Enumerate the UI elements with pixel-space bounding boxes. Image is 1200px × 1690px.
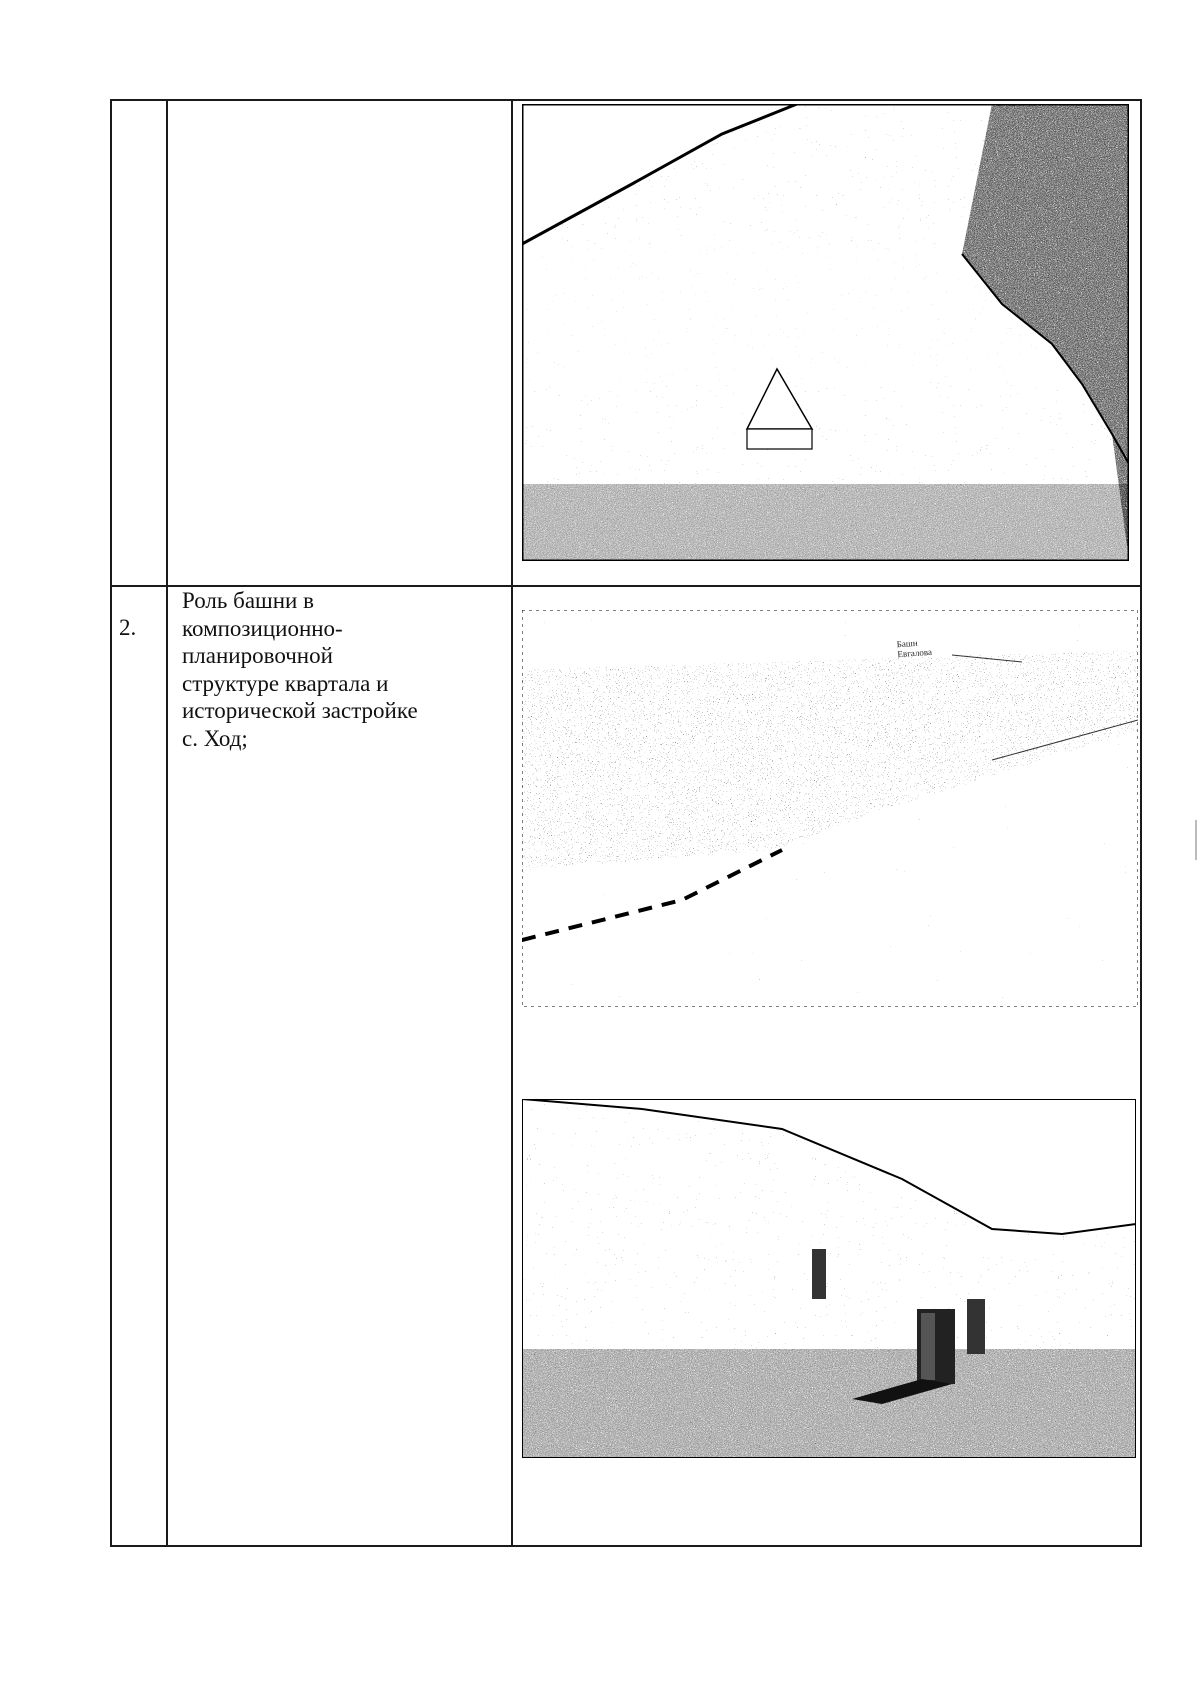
row-title-line: структуре квартала и (182, 670, 389, 696)
row-title-line: с. Ход; (182, 725, 248, 751)
row-title-line: Роль башни в (182, 588, 314, 613)
photo-valley-tower (522, 1099, 1136, 1458)
row-title-line: композиционно- (182, 615, 343, 641)
table-bottom-border (110, 1545, 1142, 1547)
photo-annotation (896, 637, 932, 659)
annotation-line: Евгалова (897, 646, 933, 660)
table-left-border (110, 99, 112, 1547)
row-number: 2. (119, 615, 137, 640)
photo-village-aerial (522, 610, 1138, 1007)
scan-artifact (1195, 820, 1197, 860)
table-right-border (1140, 99, 1142, 1547)
photo-mountain-slope (522, 104, 1129, 561)
row-title (182, 587, 507, 752)
row-title-line: исторической застройке (182, 698, 418, 723)
row-title-line: планировочной (182, 643, 333, 668)
table-top-border (110, 99, 1142, 101)
table-col-divider-1 (166, 99, 168, 1547)
table-col-divider-2 (511, 99, 513, 1547)
annotation-line: Башн (896, 637, 918, 650)
